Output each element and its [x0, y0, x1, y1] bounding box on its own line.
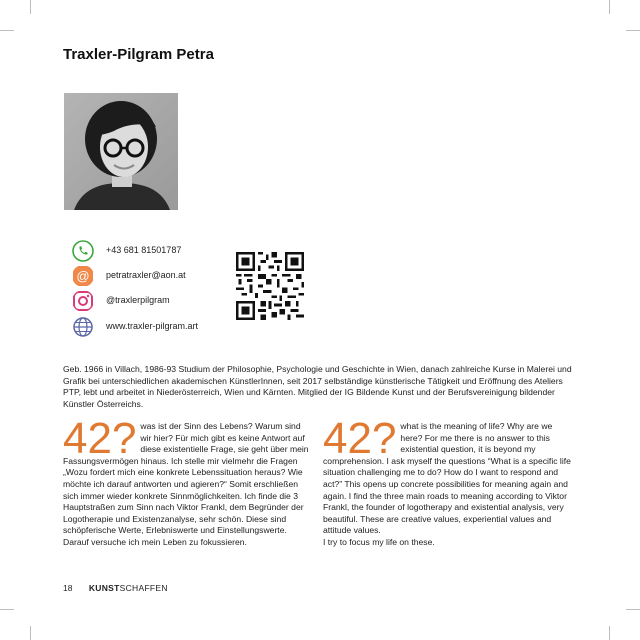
english-last-line: I try to focus my life on these. — [323, 536, 435, 547]
crop-mark — [626, 609, 640, 610]
crop-mark — [609, 0, 610, 14]
portrait-photo — [64, 93, 178, 210]
svg-text:@: @ — [76, 268, 90, 284]
email-address: petratraxler@aon.at — [106, 270, 186, 280]
phone-icon — [72, 240, 94, 262]
english-paragraph: what is the meaning of life? Why are we here? For me there is no answer to this existential question, it is beyond my comprehension. I ask myself the questions “What is a specific life situation challenging me to do? How do I want to respond and act?” This opens up concrete possibilities for meaning again and again. I find the three main roads to meaning according to Viktor Frankl, the founder of logotherapy and existential analysis, very beautiful. These are creative values, experiential values and attitude values. — [323, 421, 571, 536]
brand-kunst: KUNST — [88, 583, 120, 593]
qr-code[interactable] — [236, 252, 304, 320]
page-footer — [63, 583, 168, 593]
drop-number-42: 42? — [63, 414, 137, 463]
german-paragraph: was ist der Sinn des Lebens? Warum sind wir hier? Für mich gibt es keine Antwort auf diese existentielle Frage, sie geht über mein Fassungsvermögen hinaus. Ich stelle mir vielmehr die Fragen „Wozu fordert mich eine konkrete Lebenssituation heraus? Wie möchte ich darauf antworten und agieren?“ Somit erschließen sich immer wieder konkrete Sinnmöglichkeiten. Ich finde die 3 Hauptstraßen zum Sinn nach Viktor Frankl, dem Begründer der Logotherapie und Existenzanalyse, sehr schön. Diese sind schöpferische Werte, Erlebniswerte und Einstellungswerte. Darauf versuche ich mein Leben zu fokussieren. — [63, 421, 309, 547]
text-column-english — [323, 414, 573, 549]
crop-mark — [0, 30, 14, 31]
crop-mark — [0, 609, 14, 610]
drop-number-42: 42? — [323, 414, 397, 463]
instagram-icon — [72, 290, 94, 312]
crop-mark — [626, 30, 640, 31]
crop-mark — [30, 0, 31, 14]
crop-mark — [30, 626, 31, 640]
instagram-handle: @traxlerpilgram — [106, 295, 170, 305]
brand-schaffen: SCHAFFEN — [119, 583, 168, 593]
globe-icon — [72, 316, 94, 338]
phone-number: +43 681 81501787 — [106, 245, 182, 255]
website-url: www.traxler-pilgram.art — [106, 321, 199, 331]
crop-mark — [609, 626, 610, 640]
text-column-german — [63, 414, 313, 549]
biography-text: Geb. 1966 in Villach, 1986-93 Studium der Philosophie, Psychologie und Geschichte in Wien, danach zahlreiche Kurse in Malerei und Grafik bei unterschiedlichen akademischen KünstlerInnen, seit 2017 selbständige künstlerische Tätigkeit und Eröffnung des Ateliers PTP, lebt und arbeitet in Niederösterreich, Wien und Kärnten. Mitglied der IG Bildende Kunst und der Berufsvereinigung bildender Künstler Österreichs. — [63, 364, 572, 409]
page-number: 18 — [63, 583, 73, 593]
at-icon — [72, 265, 94, 287]
artist-name: Traxler-Pilgram Petra — [63, 46, 214, 63]
